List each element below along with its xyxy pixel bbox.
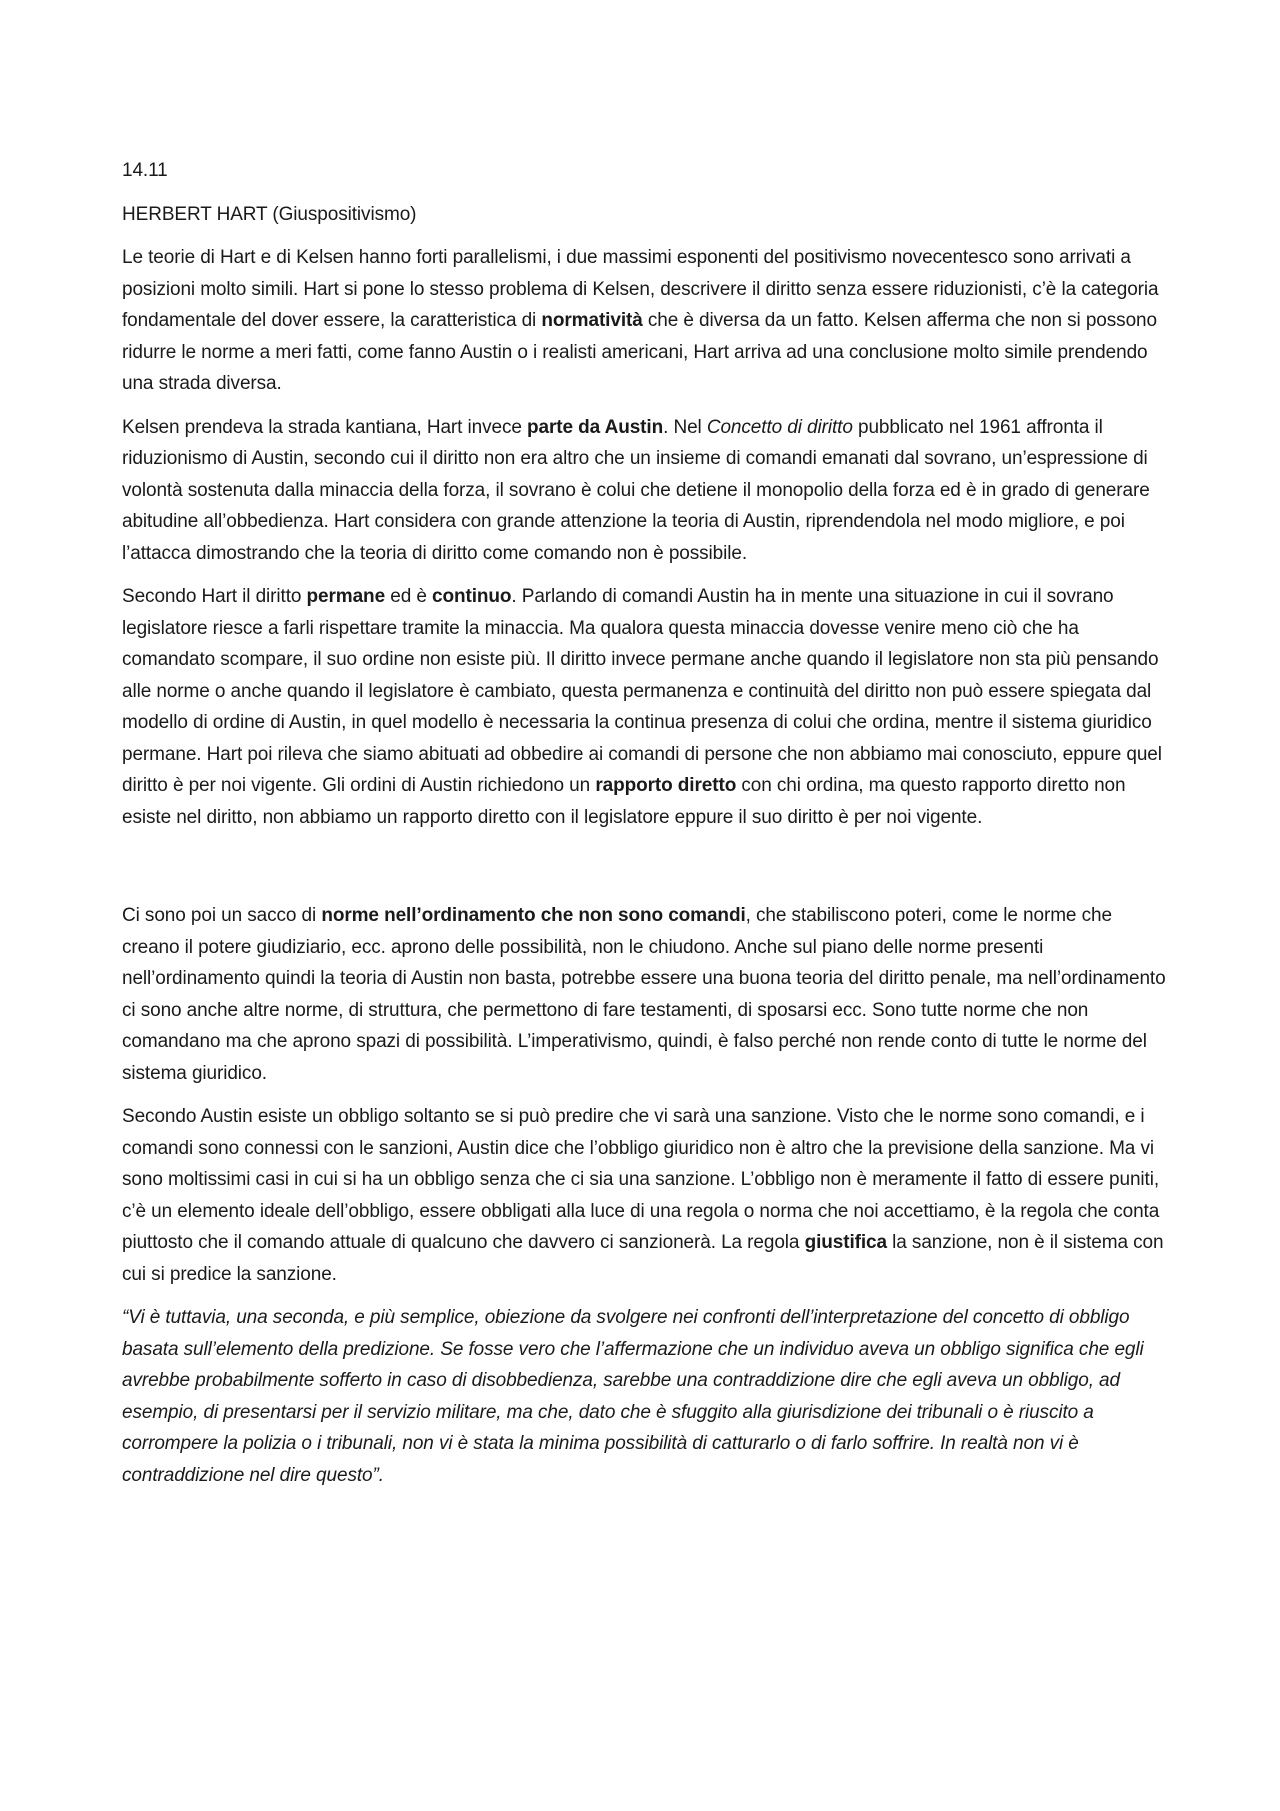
section-heading: HERBERT HART (Giuspositivismo)	[122, 203, 417, 225]
paragraph-text: la sanzione, non è il sistema con cui si predice la sanzione.	[122, 1232, 1164, 1285]
paragraph-text: Secondo Austin esiste un obbligo soltanto se si può predire che vi sarà una sanzione. Visto che le norme sono comandi, e i comandi sono connessi con le sanzioni, Austin dice che l’obbligo giuridico non è altro che la previsione della sanzione. Ma vi sono moltissimi casi in cui si ha un obbligo senza che ci sia una sanzione. L’obbligo non è meramente il fatto di essere puniti, c’è un elemento ideale dell’obbligo, essere obbligati alla luce di una regola o norma che noi accettiamo, è la regola che conta piuttosto che il comando attuale di qualcuno che davvero ci sanzionerà. La regola	[122, 1106, 1160, 1253]
paragraph-text: che è diversa da un fatto. Kelsen afferma che non si possono ridurre le norme a meri fatti, come fanno Austin o i realisti americani, Hart arriva ad una conclusione molto simile prendendo una strada diversa.	[122, 310, 1157, 394]
book-title: Concetto di diritto	[706, 416, 853, 438]
paragraph-text: con chi ordina, ma questo rapporto diretto non esiste nel diritto, non abbiamo un rapporto diretto con il legislatore eppure il suo diritto è per noi vigente.	[122, 775, 1126, 828]
paragraph-text: , che stabiliscono poteri, come le norme che creano il potere giudiziario, ecc. aprono delle possibilità, non le chiudono. Anche sul piano delle norme presenti nell’ordinamento quindi la teoria di Austin non basta, potrebbe essere una buona teoria del diritto penale, ma nell’ordinamento ci sono anche altre norme, di struttura, che permettono di fare testamenti, di sposarsi ecc. Sono tutte norme che non comandano ma che aprono spazi di possibilità. L’imperativismo, quindi, è falso perché non rende conto di tutte le norme del sistema giuridico.	[122, 905, 1166, 1084]
paragraph-text: . Parlando di comandi Austin ha in mente una situazione in cui il sovrano legislatore riesce a farli rispettare tramite la minaccia. Ma qualora questa minaccia dovesse venire meno ciò che ha comandato scompare, il suo ordine non esiste più. Il diritto invece permane anche quando il legislatore non sta più pensando alle norme o anche quando il legislatore è cambiato, questa permanenza e continuità del diritto non può essere spiegata dal modello di ordine di Austin, in quel modello è necessaria la continua presenza di colui che ordina, mentre il sistema giuridico permane. Hart poi rileva che siamo abituati ad obbedire ai comandi di persone che non abbiamo mai conosciuto, eppure quel diritto è per noi vigente. Gli ordini di Austin richiedono un	[122, 586, 1162, 796]
bold-term: normatività	[541, 310, 643, 331]
paragraph-text: pubblicato nel 1961 affronta il riduzionismo di Austin, secondo cui il diritto non era altro che un insieme di comandi emanati dal sovrano, un’espressione di volontà sostenuta dalla minaccia della forza, il sovrano è colui che detiene il monopolio della forza ed è in grado di generare abitudine all’obbedienza. Hart considera con grande attenzione la teoria di Austin, riprendendola nel modo migliore, e poi l’attacca dimostrando che la teoria di diritto come comando non è possibile.	[122, 416, 1150, 564]
note-date: 14.11	[122, 160, 168, 181]
paragraph-text: Ci sono poi un sacco di	[122, 905, 322, 926]
paragraph-4	[122, 900, 1172, 1089]
paragraph-1	[122, 242, 1172, 400]
blank-line	[122, 845, 1172, 900]
paragraph-5	[122, 1101, 1172, 1290]
paragraph-text: Kelsen prendeva la strada kantiana, Hart invece	[122, 416, 527, 438]
paragraph-2	[122, 412, 1172, 570]
bold-term: rapporto diretto	[595, 775, 737, 796]
bold-term: permane	[306, 586, 386, 607]
italic-quote: “Vi è tuttavia, una seconda, e più semplice, obiezione da svolgere nei confronti dell’interpretazione del concetto di obbligo basata sull’elemento della predizione. Se fosse vero che l’affermazione che un individuo aveva un obbligo significa che egli avrebbe probabilmente sofferto in caso di disobbedienza, sarebbe una contraddizione dire che egli aveva un obbligo, ad esempio, di presentarsi per il servizio militare, ma che, dato che è sfuggito alla giurisdizione dei tribunali o è riuscito a corrompere la polizia o i tribunali, non vi è stata la minima possibilità di catturarlo o di farlo soffrire. In realtà non vi è contraddizione nel dire questo”.	[122, 1307, 1144, 1486]
bold-term: parte da Austin	[527, 416, 664, 438]
bold-term: norme nell’ordinamento che non sono comandi	[321, 905, 746, 926]
paragraph-3	[122, 581, 1172, 833]
document-body	[122, 155, 1172, 1503]
paragraph-text: Le teorie di Hart e di Kelsen hanno forti parallelismi, i due massimi esponenti del positivismo novecentesco sono arrivati a posizioni molto simili. Hart si pone lo stesso problema di Kelsen, descrivere il diritto senza essere riduzionisti, c’è la categoria fondamentale del dover essere, la caratteristica di	[122, 247, 1159, 331]
bold-term: continuo	[431, 586, 512, 607]
paragraph-text: ed è	[385, 586, 432, 607]
paragraph-text: . Nel	[663, 416, 707, 438]
bold-term: giustifica	[804, 1232, 887, 1253]
paragraph-text: Secondo Hart il diritto	[122, 586, 307, 607]
